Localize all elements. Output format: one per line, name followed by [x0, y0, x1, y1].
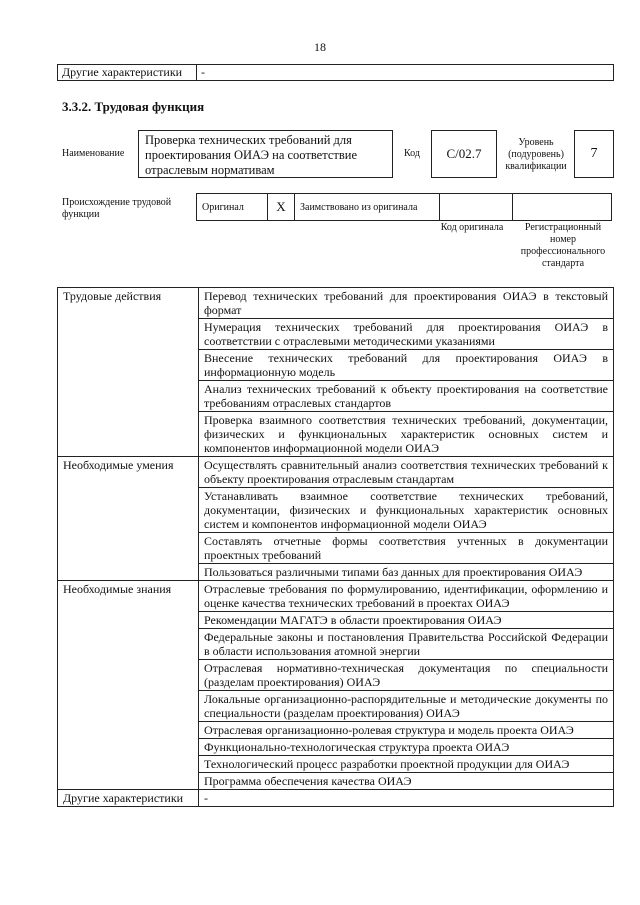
section-item: - — [199, 790, 614, 807]
table-row — [58, 288, 614, 319]
section-item: Нумерация технических требований для проектирования ОИАЭ в соответствии с отраслевыми методическими указаниями — [199, 319, 614, 350]
section-title: 3.3.2. Трудовая функция — [62, 99, 205, 114]
name-label: Наименование — [62, 148, 125, 159]
other-characteristics-label: Другие характеристики — [58, 65, 197, 81]
section-item: Отраслевые требования по формулированию, идентификации, оформлению и оценке качества технических требований в проектах ОИАЭ — [199, 581, 614, 612]
origin-table — [196, 193, 612, 221]
table-row — [58, 581, 614, 612]
section-item: Локальные организационно-распорядительные и методические документы по специальности (разделам проектирования) ОИАЭ — [199, 691, 614, 722]
section-heading: Необходимые умения — [58, 457, 199, 581]
section-item: Рекомендации МАГАТЭ в области проектирования ОИАЭ — [199, 612, 614, 629]
section-item: Технологический процесс разработки проектной продукции для ОИАЭ — [199, 756, 614, 773]
level-label: Уровень (подуровень) квалификации — [505, 137, 567, 172]
page-number: 18 — [314, 40, 326, 54]
section-item: Отраслевая организационно-ролевая структура и модель проекта ОИАЭ — [199, 722, 614, 739]
section-item: Перевод технических требований для проектирования ОИАЭ в текстовый формат — [199, 288, 614, 319]
original-label: Оригинал — [197, 194, 268, 221]
section-item: Программа обеспечения качества ОИАЭ — [199, 773, 614, 790]
level-box: 7 — [574, 130, 614, 178]
table-row — [58, 457, 614, 488]
section-item: Внесение технических требований для проектирования ОИАЭ в информационную модель — [199, 350, 614, 381]
code-label: Код — [404, 148, 420, 159]
table-row — [58, 790, 614, 807]
other-characteristics-table-top — [57, 64, 614, 81]
section-heading: Необходимые знания — [58, 581, 199, 790]
section-item: Осуществлять сравнительный анализ соответствия технических требований к объекту проектирования отраслевым стандартам — [199, 457, 614, 488]
function-name-box: Проверка технических требований для проектирования ОИАЭ на соответствие отраслевым нормативам — [138, 130, 393, 178]
section-item: Федеральные законы и постановления Правительства Российской Федерации в области использования атомной энергии — [199, 629, 614, 660]
original-mark: X — [268, 194, 295, 221]
borrowed-label: Заимствовано из оригинала — [295, 194, 440, 221]
section-item: Пользоваться различными типами баз данных для проектирования ОИАЭ — [199, 564, 614, 581]
function-code-box: С/02.7 — [431, 130, 497, 178]
original-code-caption: Код оригинала — [440, 222, 504, 233]
section-heading: Трудовые действия — [58, 288, 199, 457]
section-item: Проверка взаимного соответствия технических требований, документации, физических и функциональных характеристик основных систем и компонентов информационной модели ОИАЭ — [199, 412, 614, 457]
section-item: Устанавливать взаимное соответствие технических требований, документации, физических и функциональных характеристик основных систем и компонентов информационной модели ОИАЭ — [199, 488, 614, 533]
section-item: Функционально-технологическая структура проекта ОИАЭ — [199, 739, 614, 756]
section-item: Составлять отчетные формы соответствия учтенных в документации проектных требований — [199, 533, 614, 564]
function-details-table — [57, 287, 614, 807]
origin-label: Происхождение трудовой функции — [62, 197, 172, 220]
registration-number-cell — [513, 194, 612, 221]
section-item: Отраслевая нормативно-техническая документация по специальности (разделам проектирования) ОИАЭ — [199, 660, 614, 691]
section-item: Анализ технических требований к объекту проектирования на соответствие требованиям отраслевых стандартов — [199, 381, 614, 412]
other-characteristics-value: - — [197, 65, 614, 81]
registration-number-caption: Регистрационный номер профессионального стандарта — [520, 222, 606, 269]
section-heading: Другие характеристики — [58, 790, 199, 807]
original-code-cell — [440, 194, 513, 221]
